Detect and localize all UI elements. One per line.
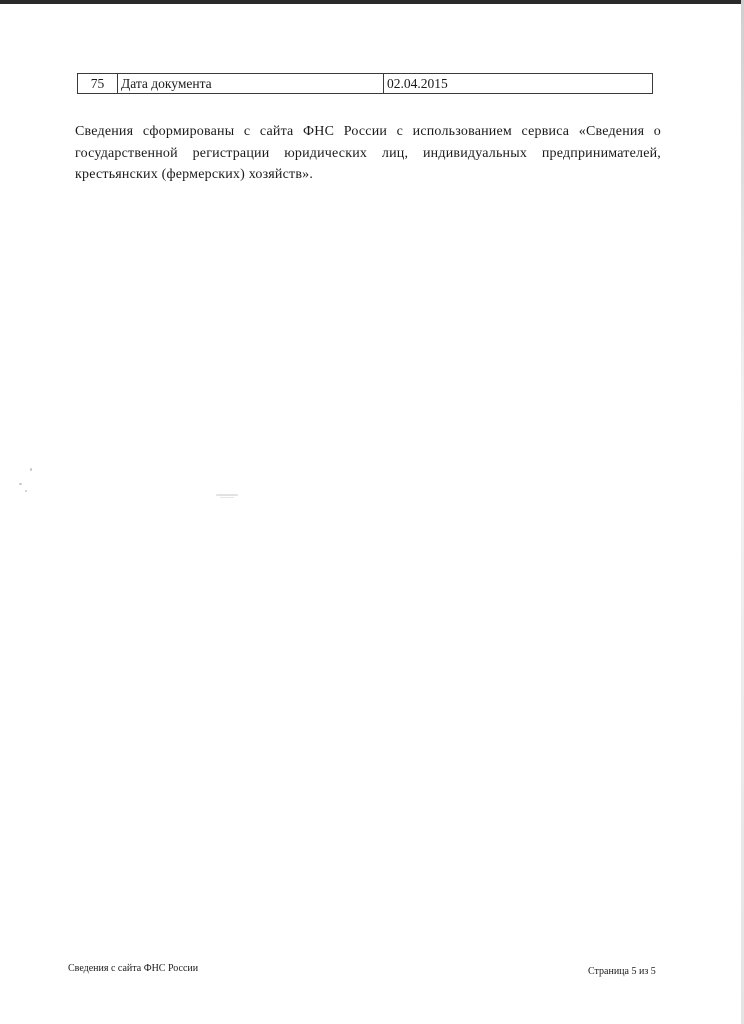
scan-edge-top xyxy=(0,0,744,4)
record-table xyxy=(77,73,653,94)
row-number: 75 xyxy=(78,74,118,94)
row-value: 02.04.2015 xyxy=(384,74,653,94)
footer-page-number: Страница 5 из 5 xyxy=(588,966,656,977)
row-name: Дата документа xyxy=(118,74,384,94)
source-note: Сведения сформированы с сайта ФНС России с использованием сервиса «Сведения о государственной регистрации юридических лиц, индивидуальных предпринимателей, крестьянских (фермерских) хозяйств». xyxy=(75,124,661,182)
table-row xyxy=(78,74,653,94)
footer-source: Сведения с сайта ФНС России xyxy=(68,963,199,974)
